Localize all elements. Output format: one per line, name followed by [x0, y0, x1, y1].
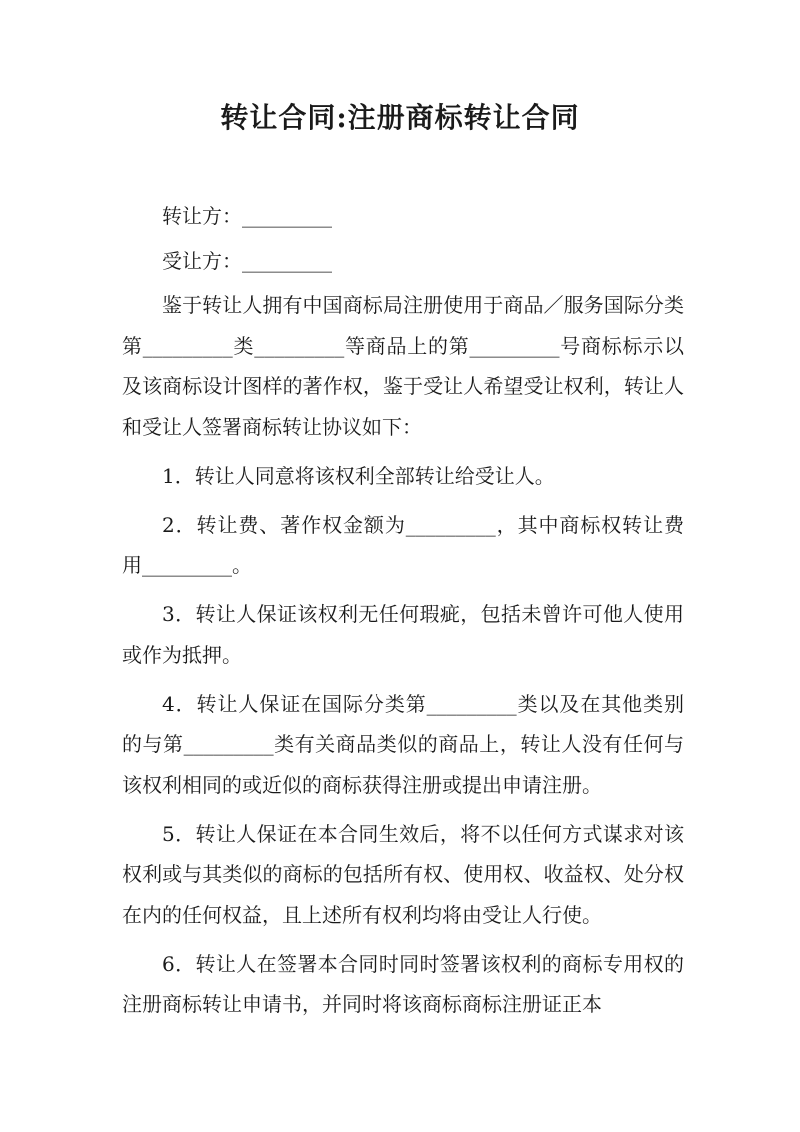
clause-2: 2．转让费、著作权金额为_________，其中商标权转让费用_________。: [122, 512, 684, 577]
preamble-paragraph: 鉴于转让人拥有中国商标局注册使用于商品／服务国际分类第_________类_________等商品上的第_________号商标标示以及该商标设计图样的著作权，鉴于受让人希望受让权利，转让人和受让人签署商标转让协议如下：: [122, 293, 684, 439]
clause-4: 4．转让人保证在国际分类第_________类以及在其他类别的与第_________类有关商品类似的商品上，转让人没有任何与该权利相同的或近似的商标获得注册或提出申请注册。: [122, 691, 684, 797]
transferor-line: 转让方：_________: [162, 204, 332, 228]
clause-1: 1．转让人同意将该权利全部转让给受让人。: [162, 463, 555, 488]
transferee-line: 受让方：_________: [162, 248, 332, 273]
document-title: 转让合同:注册商标转让合同: [220, 101, 580, 134]
clause-6: 6．转让人在签署本合同时同时签署该权利的商标专用权的注册商标转让申请书，并同时将该商标商标注册证正本: [122, 951, 684, 1016]
clause-3: 3．转让人保证该权利无任何瑕疵，包括未曾许可他人使用或作为抵押。: [122, 602, 684, 667]
clause-5: 5．转让人保证在本合同生效后，将不以任何方式谋求对该权利或与其类似的商标的包括所有权、使用权、收益权、处分权在内的任何权益，且上述所有权利均将由受让人行使。: [122, 821, 684, 927]
document-body: [122, 196, 684, 1033]
